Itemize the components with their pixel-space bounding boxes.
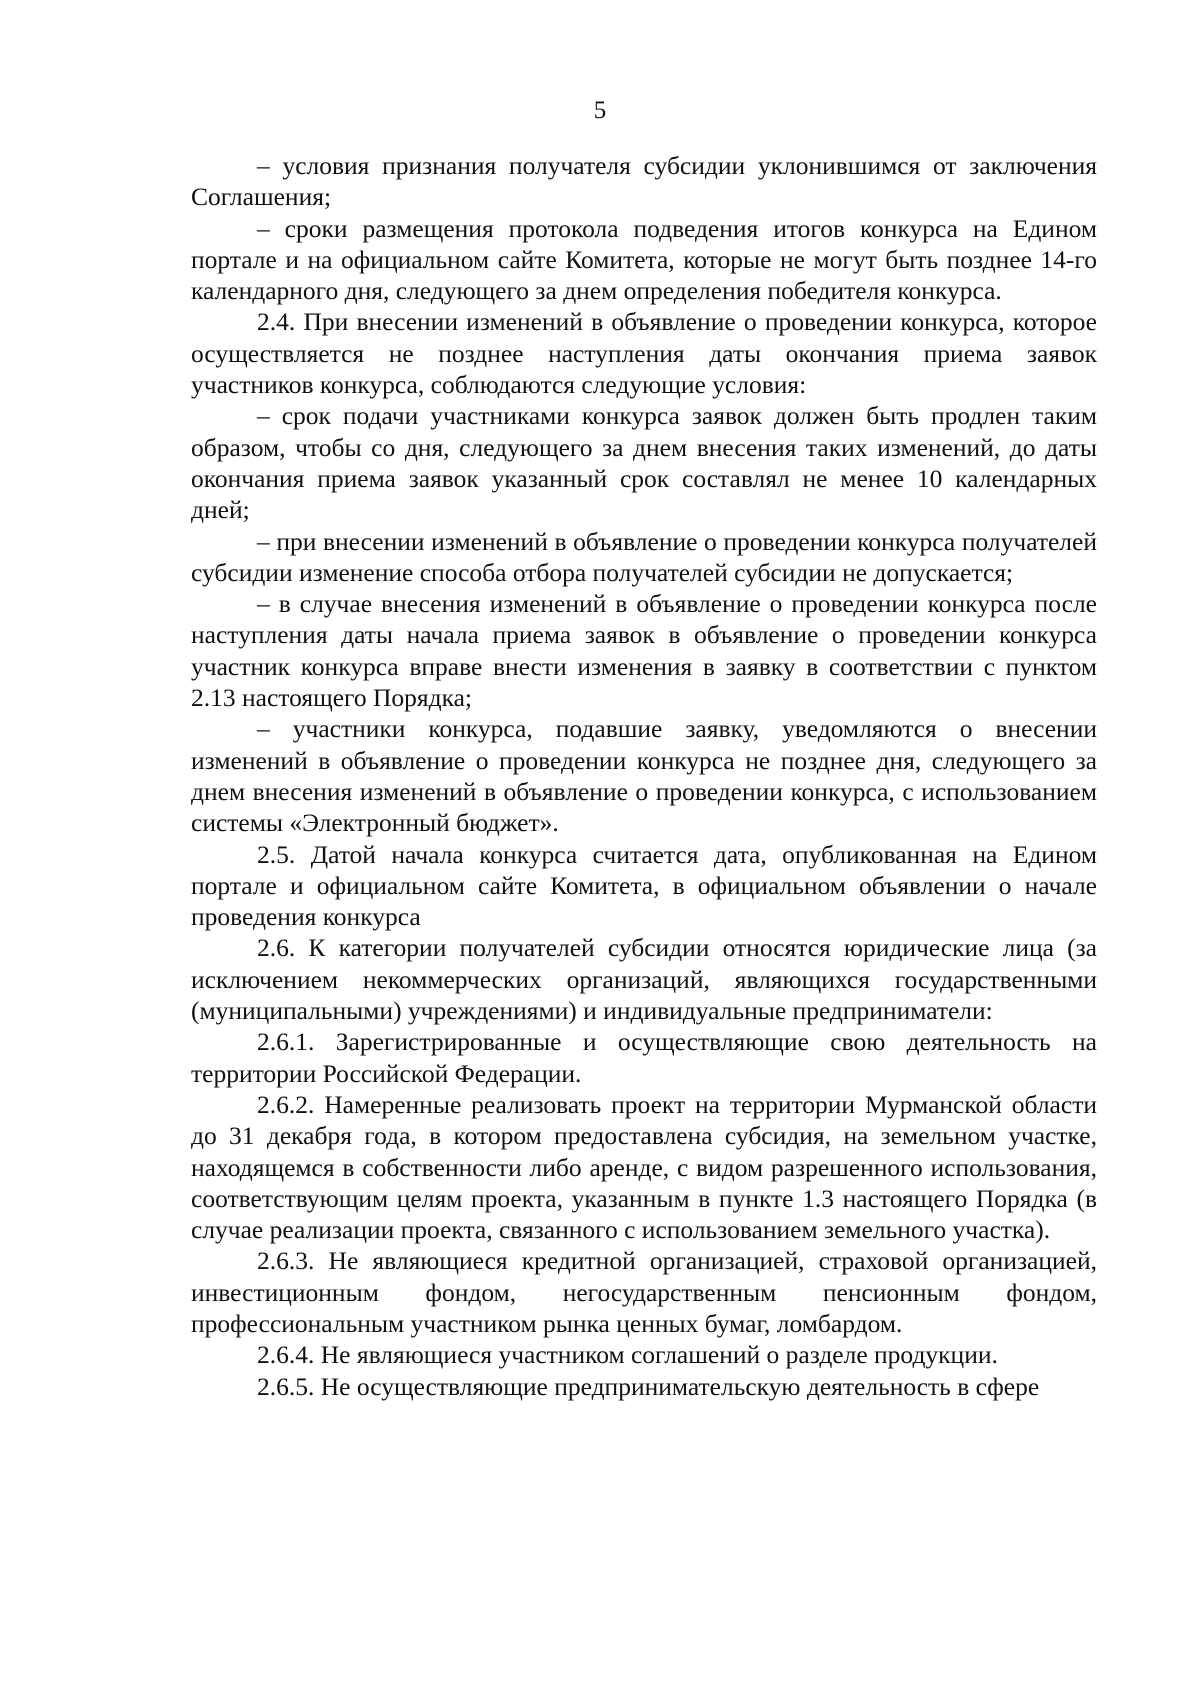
paragraph-2-6-3: 2.6.3. Не являющиеся кредитной организацией, страховой организацией, инвестиционным фондом, негосударственным пенсионным фондом, профессиональным участником рынка ценных бумаг, ломбардом.	[191, 1246, 1097, 1338]
paragraph-2-6-4: 2.6.4. Не являющиеся участником соглашений о разделе продукции.	[257, 1340, 998, 1370]
paragraph-evasion-conditions: – условия признания получателя субсидии уклонившимся от заключения Соглашения;	[191, 151, 1097, 212]
paragraph-2-6-1: 2.6.1. Зарегистрированные и осуществляющие свою деятельность на территории Российской Федерации.	[191, 1027, 1097, 1088]
paragraph-participant-notification: – участники конкурса, подавшие заявку, уведомляются о внесении изменений в объявление о проведении конкурса не позднее дня, следующего за днем внесения изменений в объявление о проведении конкурса, с использованием системы «Электронный бюджет».	[191, 714, 1097, 838]
paragraph-2-4: 2.4. При внесении изменений в объявление о проведении конкурса, которое осуществляется не позднее наступления даты окончания приема заявок участников конкурса, соблюдаются следующие условия:	[191, 307, 1097, 400]
paragraph-2-6: 2.6. К категории получателей субсидии относятся юридические лица (за исключением некоммерческих организаций, являющихся государственными (муниципальными) учреждениями) и индивидуальные предприниматели:	[191, 933, 1097, 1026]
paragraph-2-5: 2.5. Датой начала конкурса считается дата, опубликованная на Едином портале и официальном сайте Комитета, в официальном объявлении о начале проведения конкурса	[191, 839, 1097, 932]
paragraph-2-6-2: 2.6.2. Намеренные реализовать проект на территории Мурманской области до 31 декабря года, в котором предоставлена субсидия, на земельном участке, находящемся в собственности либо аренде, с видом разрешенного использования, соответствующим целям проекта, указанным в пункте 1.3 настоящего Порядка (в случае реализации проекта, связанного с использованием земельного участка).	[191, 1089, 1097, 1245]
paragraph-deadline-extension: – срок подачи участниками конкурса заявок должен быть продлен таким образом, чтобы со дня, следующего за днем внесения таких изменений, до даты окончания приема заявок указанный срок составлял не менее 10 календарных дней;	[191, 401, 1097, 525]
paragraph-selection-method: – при внесении изменений в объявление о проведении конкурса получателей субсидии изменение способа отбора получателей субсидии не допускается;	[191, 526, 1097, 587]
document-body	[191, 150, 1097, 1402]
paragraph-protocol-deadline: – сроки размещения протокола подведения итогов конкурса на Едином портале и на официальном сайте Комитета, которые не могут быть позднее 14-го календарного дня, следующего за днем определения победителя конкурса.	[191, 213, 1097, 306]
page-number: 5	[593, 97, 607, 124]
paragraph-application-changes: – в случае внесения изменений в объявление о проведении конкурса после наступления даты начала приема заявок в объявление о проведении конкурса участник конкурса вправе внести изменения в заявку в соответствии с пунктом 2.13 настоящего Порядка;	[191, 589, 1097, 713]
paragraph-2-6-5: 2.6.5. Не осуществляющие предпринимательскую деятельность в сфере	[257, 1371, 1040, 1401]
